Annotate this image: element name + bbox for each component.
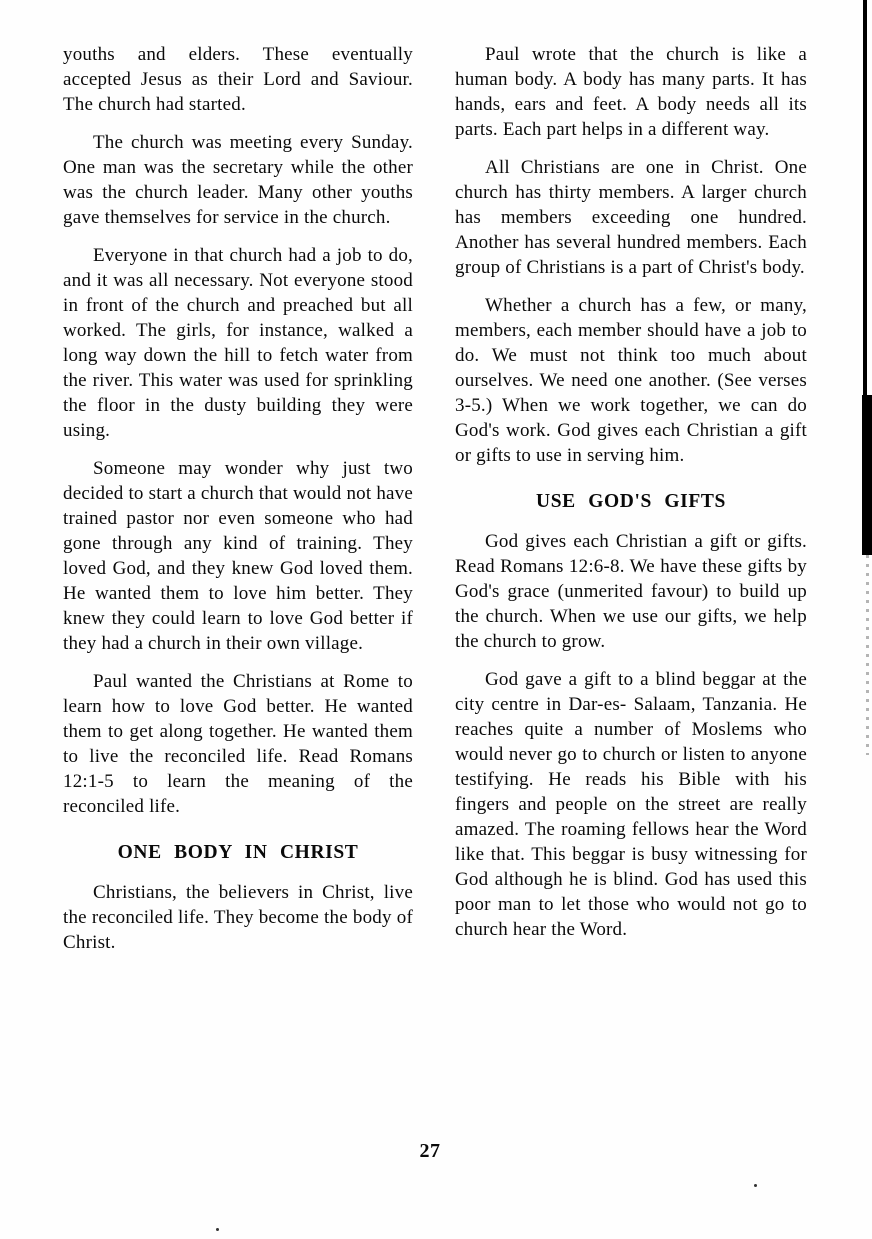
paragraph: God gives each Christian a gift or gifts. Read Romans 12:6-8. We have these gifts by God's grace (unmerited favour) to build up the church. When we use our gifts, we help the church to grow. xyxy=(455,531,807,652)
paragraph: The church was meeting every Sunday. One man was the secretary while the other was the church leader. Many other youths gave themselves for service in the church. xyxy=(63,132,413,228)
paragraph: Christians, the believers in Christ, live the reconciled life. They become the body of Christ. xyxy=(63,882,413,953)
paragraph: Everyone in that church had a job to do, and it was all necessary. Not everyone stood in front of the church and preached but all worked. The girls, for instance, walked a long way down the hill to fetch water from the river. This water was used for sprinkling the floor in the dusty building they were using. xyxy=(63,245,413,441)
section-heading-one-body-in-christ: ONE BODY IN CHRIST xyxy=(117,842,359,863)
paragraph: Paul wanted the Christians at Rome to learn how to love God better. He wanted them to get along together. He wanted them to live the reconciled life. Read Romans 12:1-5 to learn the meaning of the reconciled life. xyxy=(63,671,413,817)
paragraph: youths and elders. These eventually accepted Jesus as their Lord and Saviour. The church had started. xyxy=(63,44,413,115)
scan-speck xyxy=(216,1228,219,1231)
scan-edge-line-tail xyxy=(866,555,869,755)
paragraph: Paul wrote that the church is like a human body. A body has many parts. It has hands, ears and feet. A body needs all its parts. Each part helps in a different way. xyxy=(455,44,807,140)
scan-speck xyxy=(754,1184,757,1187)
paragraph: Someone may wonder why just two decided to start a church that would not have trained pastor nor even someone who had gone through any kind of training. They loved God, and they knew God loved them. He wanted them to love him better. They knew they could learn to love God better if they had a church in their own village. xyxy=(63,458,413,654)
right-column xyxy=(455,42,807,955)
scan-edge-line-thick xyxy=(862,395,872,555)
section-heading-use-gods-gifts: USE GOD'S GIFTS xyxy=(536,491,726,512)
paragraph: Whether a church has a few, or many, members, each member should have a job to do. We must not think too much about ourselves. We need one another. (See verses 3-5.) When we work together, we can do God's work. God gives each Christian a gift or gifts to use in serving him. xyxy=(455,295,807,466)
paragraph: God gave a gift to a blind beggar at the city centre in Dar-es- Salaam, Tanzania. He reaches quite a number of Moslems who would never go to church or listen to anyone testifying. He reads his Bible with his fingers and people on the street are really amazed. The roaming fellows hear the Word like that. This beggar is busy witnessing for God although he is blind. God has used this poor man to let those who would not go to church hear the Word. xyxy=(455,669,807,940)
page-number: 27 xyxy=(419,1140,441,1162)
left-column xyxy=(63,42,413,968)
paragraph: All Christians are one in Christ. One church has thirty members. A larger church has members exceeding one hundred. Another has several hundred members. Each group of Christians is a part of Christ's body. xyxy=(455,157,807,278)
scan-edge-line xyxy=(863,0,867,460)
